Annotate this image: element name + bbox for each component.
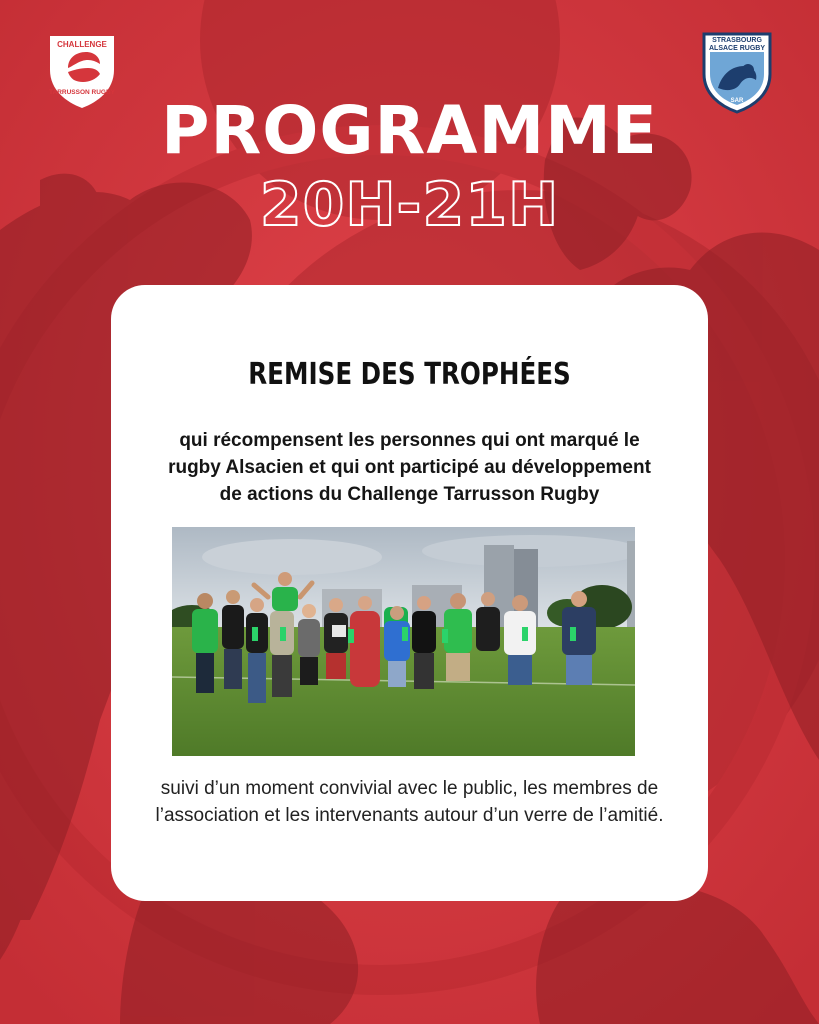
right-logo-line3: SAR <box>730 98 744 104</box>
card-footer-text <box>141 775 678 829</box>
description-line: rugby Alsacien et qui ont participé au développement <box>168 457 651 478</box>
left-logo-line1: CHALLENGE <box>57 40 107 49</box>
description-line: qui récompensent les personnes qui ont marqué le <box>179 430 640 451</box>
right-logo-line2: ALSACE RUGBY <box>708 45 766 52</box>
footer-line: suivi d’un moment convivial avec le public, les membres de <box>160 778 659 799</box>
left-logo-line2: TARRUSSON RUGBY <box>49 89 115 96</box>
card-heading: REMISE DES TROPHÉES <box>248 357 571 392</box>
right-logo-line1: STRASBOURG <box>712 37 762 44</box>
group-photo <box>172 527 635 756</box>
card-description <box>151 427 668 508</box>
page-title: PROGRAMME <box>161 92 658 169</box>
description-line: de actions du Challenge Tarrusson Rugby <box>219 484 600 505</box>
footer-line: l’association et les intervenants autour d’un verre de l’amitié. <box>155 805 664 826</box>
time-range: 20H-21H <box>259 170 560 240</box>
content-card <box>111 285 708 901</box>
